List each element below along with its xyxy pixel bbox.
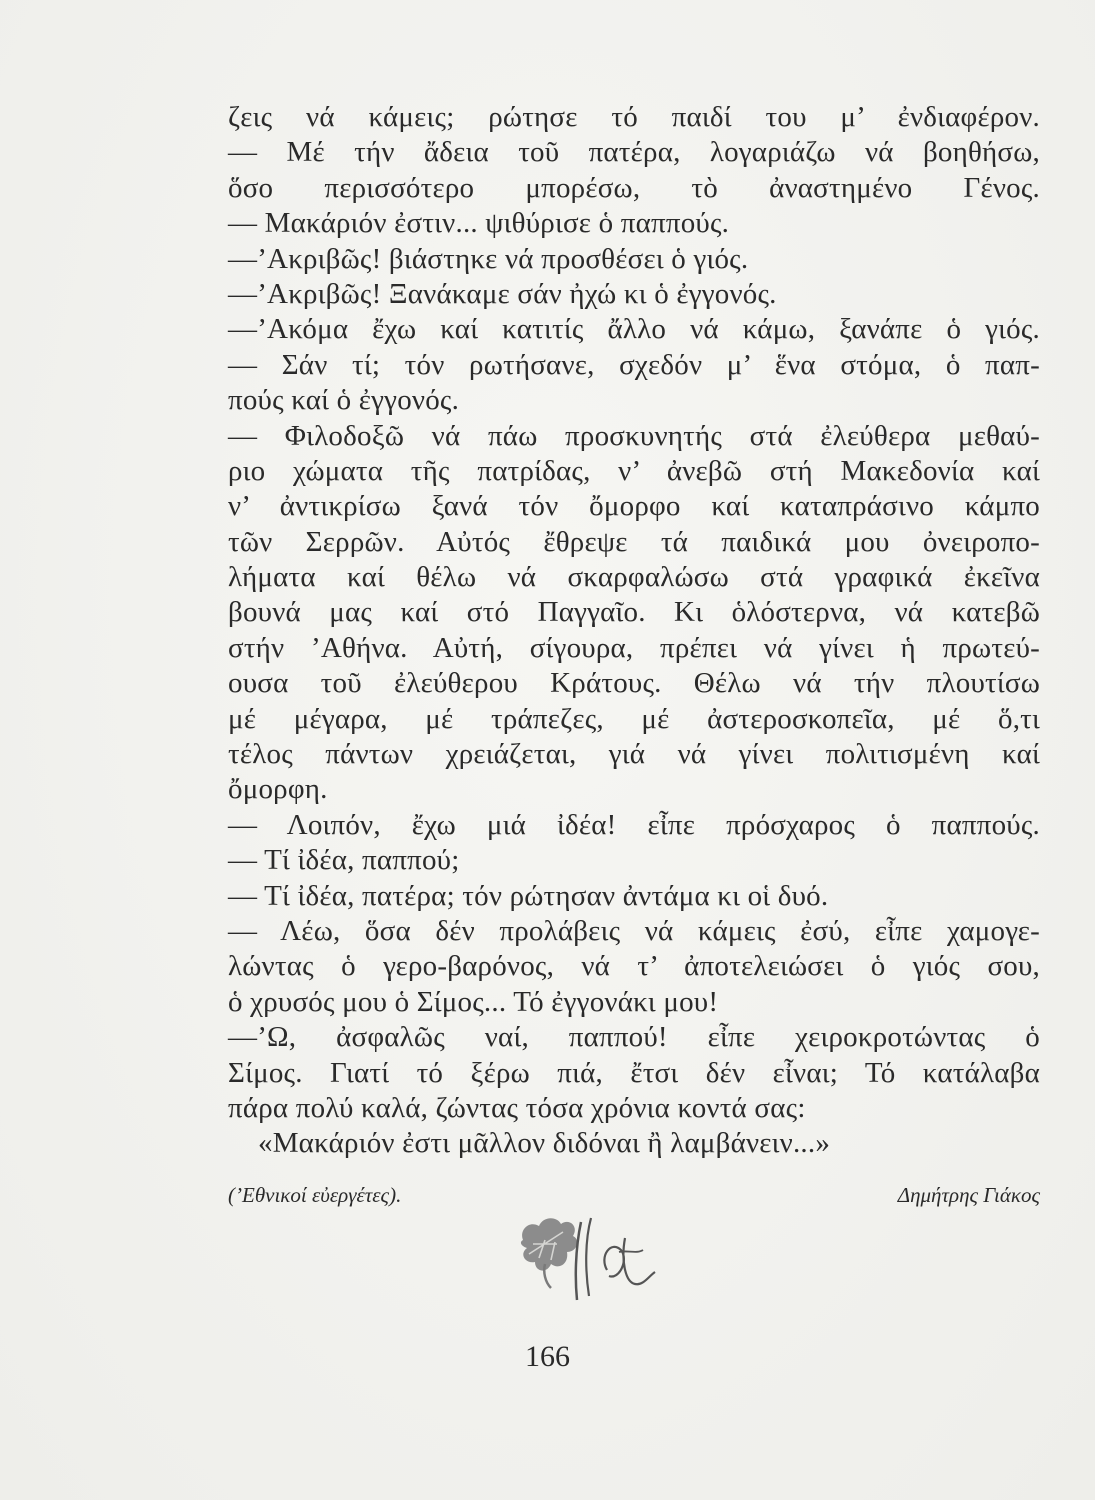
text-line: — Μέ τήν ἄδεια τοῦ πατέρα, λογαριάζω νά βοηθήσω, bbox=[228, 136, 1040, 169]
text-line: —’Ακριβῶς! Ξανάκαμε σάν ἠχώ κι ὁ ἐγγονός. bbox=[228, 277, 777, 310]
text-line: ν’ ἀντικρίσω ξανά τόν ὄμορφο καί καταπράσινο κάμπο bbox=[228, 490, 1040, 523]
text-line: λήματα καί θέλω νά σκαρφαλώσω στά γραφικά ἐκεῖνα bbox=[228, 561, 1040, 594]
text-line: τέλος πάντων χρειάζεται, γιά νά γίνει πολιτισμένη καί bbox=[228, 738, 1040, 771]
text-line: — Σάν τί; τόν ρωτήσανε, σχεδόν μ’ ἕνα στόμα, ὁ παπ- bbox=[228, 348, 1040, 381]
author-name: Δημήτρης Γιάκος bbox=[897, 1183, 1040, 1207]
text-line: — Τί ἰδέα, πατέρα; τόν ρώτησαν ἀντάμα κι οἱ δυό. bbox=[228, 879, 829, 912]
text-line: ὄμορφη. bbox=[228, 773, 328, 806]
text-line: μέ μέγαρα, μέ τράπεζες, μέ ἀστεροσκοπεῖα, μέ ὅ,τι bbox=[228, 702, 1040, 735]
text-line: ουσα τοῦ ἐλεύθερου Κράτους. Θέλω νά τήν πλουτίσω bbox=[228, 667, 1040, 700]
text-line: τῶν Σερρῶν. Αὐτός ἔθρεψε τά παιδικά μου ὀνειροπο- bbox=[228, 525, 1040, 558]
text-line: ζεις νά κάμεις; ρώτησε τό παιδί του μ’ ἐνδιαφέρον. bbox=[228, 101, 1040, 133]
text-line: Σίμος. Γιατί τό ξέρω πιά, ἔτσι δέν εἶναι; Τό κατάλαβα bbox=[228, 1056, 1040, 1089]
source-citation: (’Εθνικοί εὐεργέτες). bbox=[228, 1183, 402, 1207]
text-line: πάρα πολύ καλά, ζώντας τόσα χρόνια κοντά σας: bbox=[228, 1091, 806, 1124]
text-line: —’Ω, ἀσφαλῶς ναί, παππού! εἶπε χειροκροτώντας ὁ bbox=[228, 1021, 1040, 1054]
vine-leaf-ornament-icon bbox=[515, 1210, 665, 1310]
attribution-row bbox=[228, 1183, 1040, 1213]
body-text bbox=[228, 100, 1040, 1162]
text-line: στήν ’Αθήνα. Αὐτή, σίγουρα, πρέπει νά γίνει ἡ πρωτεύ- bbox=[228, 631, 1040, 664]
text-line: — Τί ἰδέα, παππού; bbox=[228, 844, 460, 877]
text-line: — Λέω, ὅσα δέν προλάβεις νά κάμεις ἐσύ, εἶπε χαμογε- bbox=[228, 914, 1040, 947]
text-line: «Μακάριόν ἐστι μᾶλλον διδόναι ἢ λαμβάνειν...» bbox=[258, 1127, 831, 1160]
page-number: 166 bbox=[525, 1340, 570, 1373]
text-line: ὁ χρυσός μου ὁ Σίμος... Τό ἐγγονάκι μου! bbox=[228, 985, 719, 1018]
text-line: — Μακάριόν ἐστιν... ψιθύρισε ὁ παππούς. bbox=[228, 207, 730, 240]
text-line: βουνά μας καί στό Παγγαῖο. Κι ὁλόστερνα, νά κατεβῶ bbox=[228, 596, 1040, 629]
text-line: ριο χώματα τῆς πατρίδας, ν’ ἀνεβῶ στή Μακεδονία καί bbox=[228, 454, 1040, 487]
text-line: —’Ακόμα ἔχω καί κατιτίς ἄλλο νά κάμω, ξανάπε ὁ γιός. bbox=[228, 313, 1040, 346]
text-line: —’Ακριβῶς! βιάστηκε νά προσθέσει ὁ γιός. bbox=[228, 242, 749, 275]
text-line: — Λοιπόν, ἔχω μιά ἰδέα! εἶπε πρόσχαρος ὁ παππούς. bbox=[228, 808, 1040, 841]
text-line: ὅσο περισσότερο μπορέσω, τὸ ἀναστημένο Γένος. bbox=[228, 171, 1040, 204]
text-line: πούς καί ὁ ἐγγονός. bbox=[228, 384, 460, 417]
text-line: — Φιλοδοξῶ νά πάω προσκυνητής στά ἐλεύθερα μεθαύ- bbox=[228, 419, 1040, 452]
text-line: λώντας ὁ γερο-βαρόνος, νά τ’ ἀποτελειώσει ὁ γιός σου, bbox=[228, 950, 1040, 983]
